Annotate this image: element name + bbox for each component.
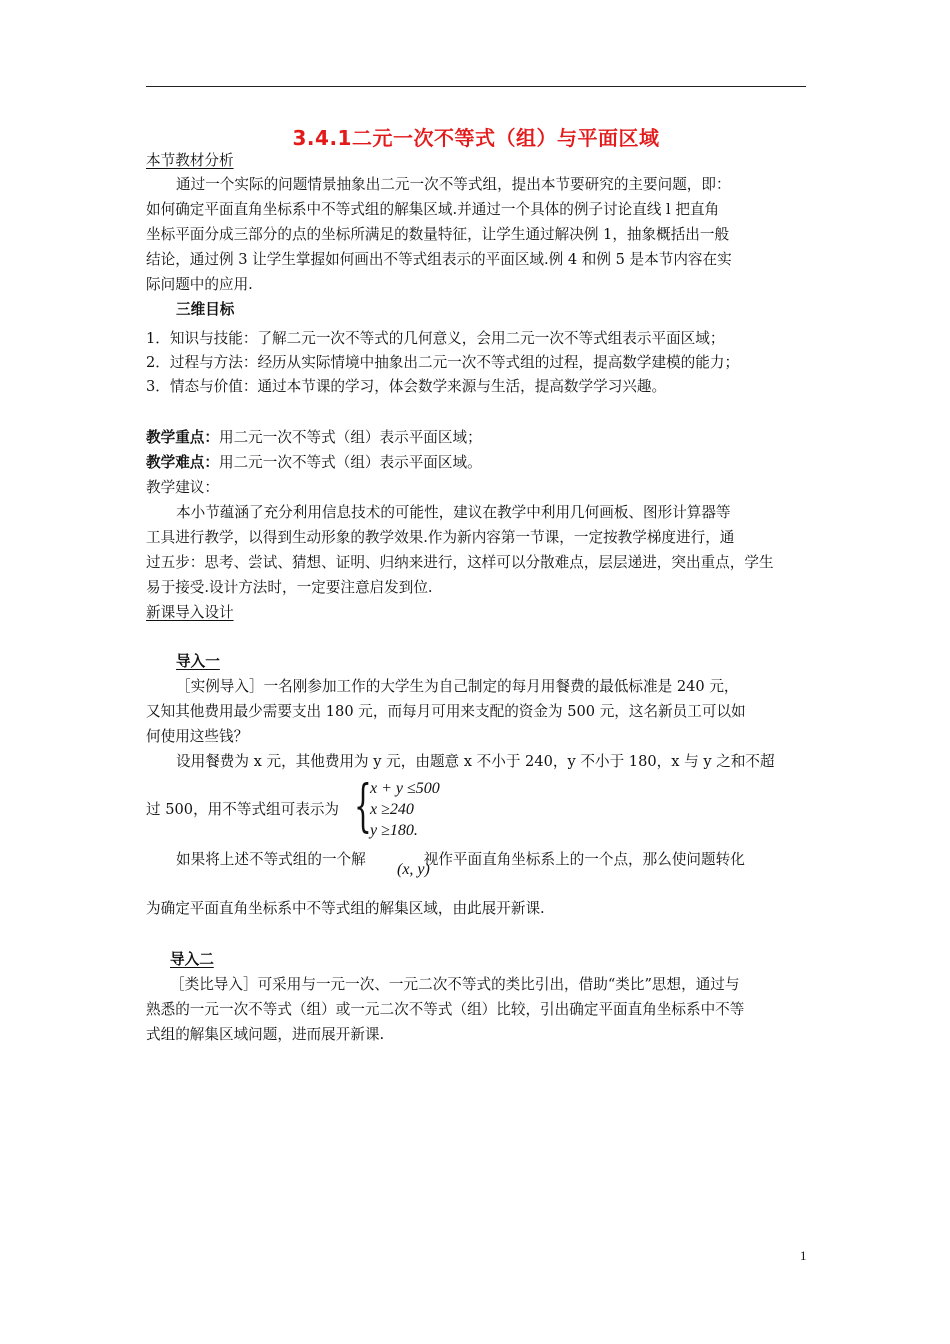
paragraph-line: 工具进行教学，以得到生动形象的教学效果.作为新内容第一节课，一定按教学梯度进行，通 (146, 529, 735, 546)
intro2-heading: 导入二 (170, 951, 214, 968)
paragraph-line: 又知其他费用最少需要支出 180 元，而每月可用来支配的资金为 500 元，这名新员工可以如 (146, 703, 746, 720)
paragraph-line: 易于接受.设计方法时，一定要注意启发到位. (146, 579, 433, 596)
solution-line (146, 847, 838, 873)
inequality-1: x + y ≤500 (370, 780, 440, 797)
solution-suffix: 视作平面直角坐标系上的一个点，那么使问题转化 (423, 851, 745, 868)
key-point-label: 教学重点： (146, 429, 219, 446)
difficult-point (146, 450, 808, 476)
paragraph-line: 如何确定平面直角坐标系中不等式组的解集区域.并通过一个具体的例子讨论直线 l 把直角 (146, 201, 720, 218)
section-heading-analysis: 本节教材分析 (146, 152, 234, 169)
document-title: 3.4.1二元一次不等式（组）与平面区域 (292, 126, 660, 150)
paragraph-line: 本小节蕴涵了充分利用信息技术的可能性，建议在教学中利用几何画板、图形计算器等 (176, 504, 731, 521)
new-lesson-heading: 新课导入设计 (146, 604, 234, 621)
paragraph-line: 际问题中的应用. (146, 276, 253, 293)
key-point (146, 425, 808, 451)
paragraph-line: 过 500，用不等式组可表示为 (146, 801, 340, 818)
inequality-3: y ≥180. (370, 822, 418, 839)
inequality-2: x ≥240 (370, 801, 414, 818)
paragraph-line: 式组的解集区域问题，进而展开新课. (146, 1026, 385, 1043)
point-notation: (x, y) (397, 861, 430, 878)
key-point-text: 用二元一次不等式（组）表示平面区域； (218, 429, 482, 446)
paragraph-line: 何使用这些钱？ (146, 728, 249, 745)
paragraph-line: 结论，通过例 3 让学生掌握如何画出不等式组表示的平面区域.例 4 和例 5 是本节内容在实 (146, 251, 732, 268)
page-number: 1 (800, 1248, 807, 1263)
paragraph-line: 坐标平面分成三部分的点的坐标所满足的数量特征，让学生通过解决例 1，抽象概括出一般 (146, 226, 730, 243)
paragraph-line: 为确定平面直角坐标系中不等式组的解集区域，由此展开新课. (146, 900, 545, 917)
header-rule (146, 86, 806, 87)
goal-item: 1．知识与技能：了解二元一次不等式的几何意义，会用二元一次不等式组表示平面区域； (146, 330, 725, 347)
suggestion-heading: 教学建议： (146, 479, 219, 496)
difficult-point-text: 用二元一次不等式（组）表示平面区域。 (218, 454, 482, 471)
paragraph-line: 熟悉的一元一次不等式（组）或一元二次不等式（组）比较，引出确定平面直角坐标系中不等 (146, 1001, 745, 1018)
difficult-point-label: 教学难点： (146, 454, 219, 471)
paragraph-line: 通过一个实际的问题情景抽象出二元一次不等式组，提出本节要研究的主要问题，即： (176, 176, 731, 193)
paragraph-line: ［类比导入］可采用与一元一次、一元二次不等式的类比引出，借助“类比”思想，通过与 (170, 976, 740, 993)
paragraph-line: 设用餐费为 x 元，其他费用为 y 元，由题意 x 不小于 240，y 不小于 180，x 与 y 之和不超 (176, 753, 775, 770)
left-brace: { (354, 774, 372, 839)
intro1-heading: 导入一 (176, 653, 220, 670)
goal-item: 3．情态与价值：通过本节课的学习，体会数学来源与生活，提高数学学习兴趣。 (146, 378, 667, 395)
goal-item: 2．过程与方法：经历从实际情境中抽象出二元一次不等式组的过程，提高数学建模的能力； (146, 354, 740, 371)
goals-heading: 三维目标 (176, 301, 235, 318)
paragraph-line: ［实例导入］一名刚参加工作的大学生为自己制定的每月用餐费的最低标准是 240 元， (176, 678, 739, 695)
solution-prefix: 如果将上述不等式组的一个解 (176, 851, 366, 868)
paragraph-line: 过五步：思考、尝试、猜想、证明、归纳来进行，这样可以分散难点，层层递进，突出重点，学生 (146, 554, 774, 571)
